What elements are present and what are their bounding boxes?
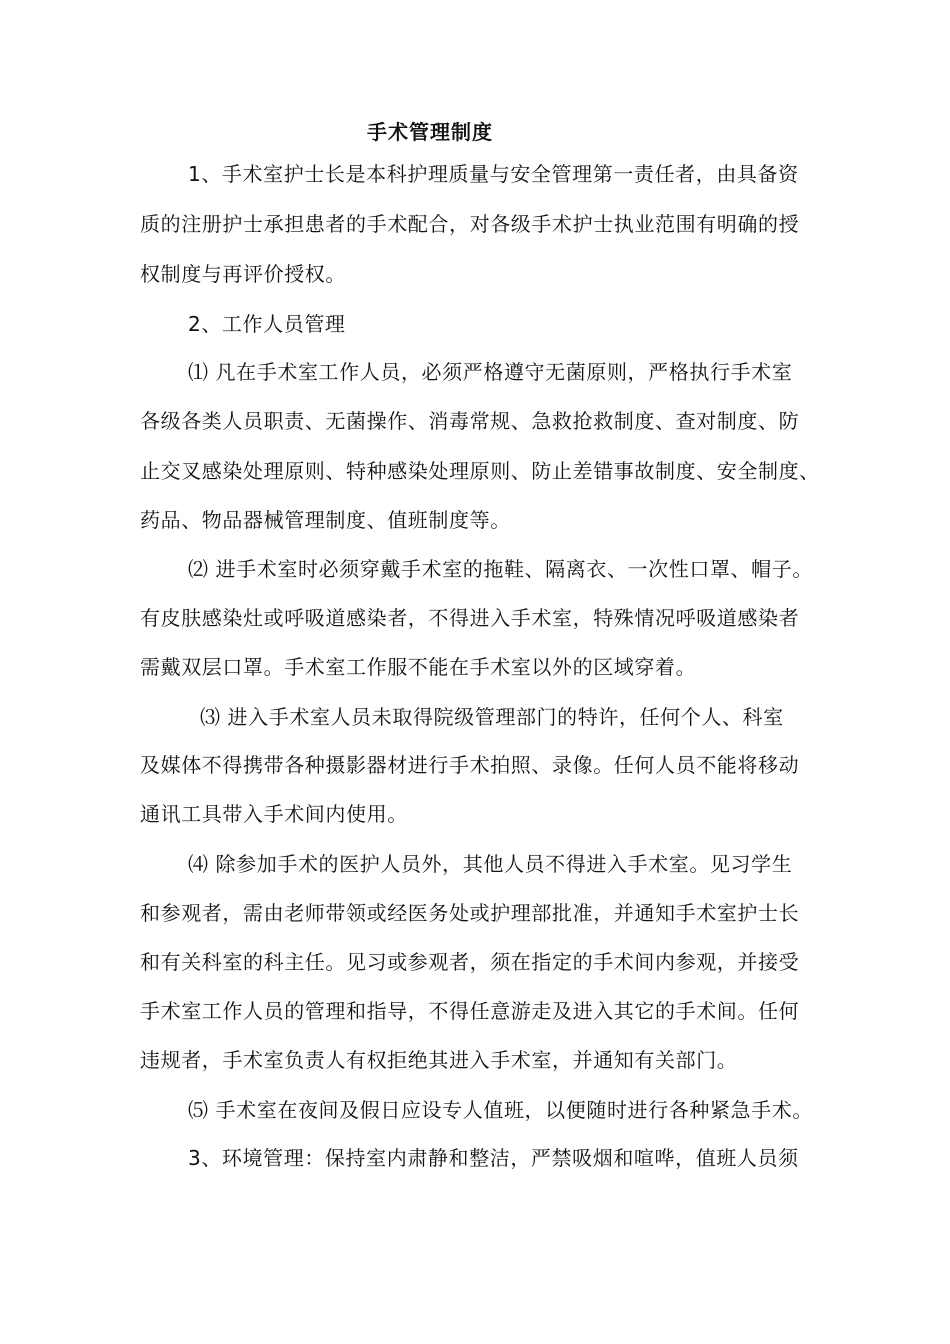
paragraph-line: ⑷ 除参加手术的医护人员外，其他人员不得进入手术室。见习学生 — [188, 852, 793, 876]
paragraph-line: 和有关科室的科主任。见习或参观者，须在指定的手术间内参观，并接受 — [140, 950, 800, 974]
paragraph-line: 通讯工具带入手术间内使用。 — [140, 802, 408, 826]
section-heading: 3、环境管理：保持室内肃静和整洁，严禁吸烟和喧哗，值班人员须 — [188, 1146, 799, 1170]
paragraph-line: 止交叉感染处理原则、特种感染处理原则、防止差错事故制度、安全制度、 — [140, 459, 820, 483]
paragraph-line: 及媒体不得携带各种摄影器材进行手术拍照、录像。任何人员不能将移动 — [140, 753, 800, 777]
paragraph-line: 违规者，手术室负责人有权拒绝其进入手术室，并通知有关部门。 — [140, 1048, 738, 1072]
paragraph-line: ⑵ 进手术室时必须穿戴手术室的拖鞋、隔离衣、一次性口罩、帽子。 — [188, 557, 813, 581]
paragraph-line: ⑸ 手术室在夜间及假日应设专人值班，以便随时进行各种紧急手术。 — [188, 1098, 813, 1122]
paragraph-line: 质的注册护士承担患者的手术配合，对各级手术护士执业范围有明确的授 — [140, 212, 800, 236]
paragraph-line: 有皮肤感染灶或呼吸道感染者，不得进入手术室，特殊情况呼吸道感染者 — [140, 606, 800, 630]
paragraph-line: 各级各类人员职责、无菌操作、消毒常规、急救抢救制度、查对制度、防 — [140, 409, 800, 433]
paragraph-line: 手术室工作人员的管理和指导，不得任意游走及进入其它的手术间。任何 — [140, 999, 800, 1023]
paragraph-line: 药品、物品器械管理制度、值班制度等。 — [140, 508, 511, 532]
paragraph-line: 1、手术室护士长是本科护理质量与安全管理第一责任者，由具备资 — [188, 162, 799, 186]
paragraph-line: ⑴ 凡在手术室工作人员，必须严格遵守无菌原则，严格执行手术室 — [188, 360, 793, 384]
paragraph-line: 权制度与再评价授权。 — [140, 262, 346, 286]
paragraph-line: 和参观者，需由老师带领或经医务处或护理部批准，并通知手术室护士长 — [140, 901, 800, 925]
paragraph-line: 需戴双层口罩。手术室工作服不能在手术室以外的区域穿着。 — [140, 655, 697, 679]
document-title: 手术管理制度 — [367, 120, 493, 144]
section-heading: 2、工作人员管理 — [188, 312, 346, 336]
paragraph-line: ⑶ 进入手术室人员未取得院级管理部门的特许，任何个人、科室 — [200, 705, 784, 729]
